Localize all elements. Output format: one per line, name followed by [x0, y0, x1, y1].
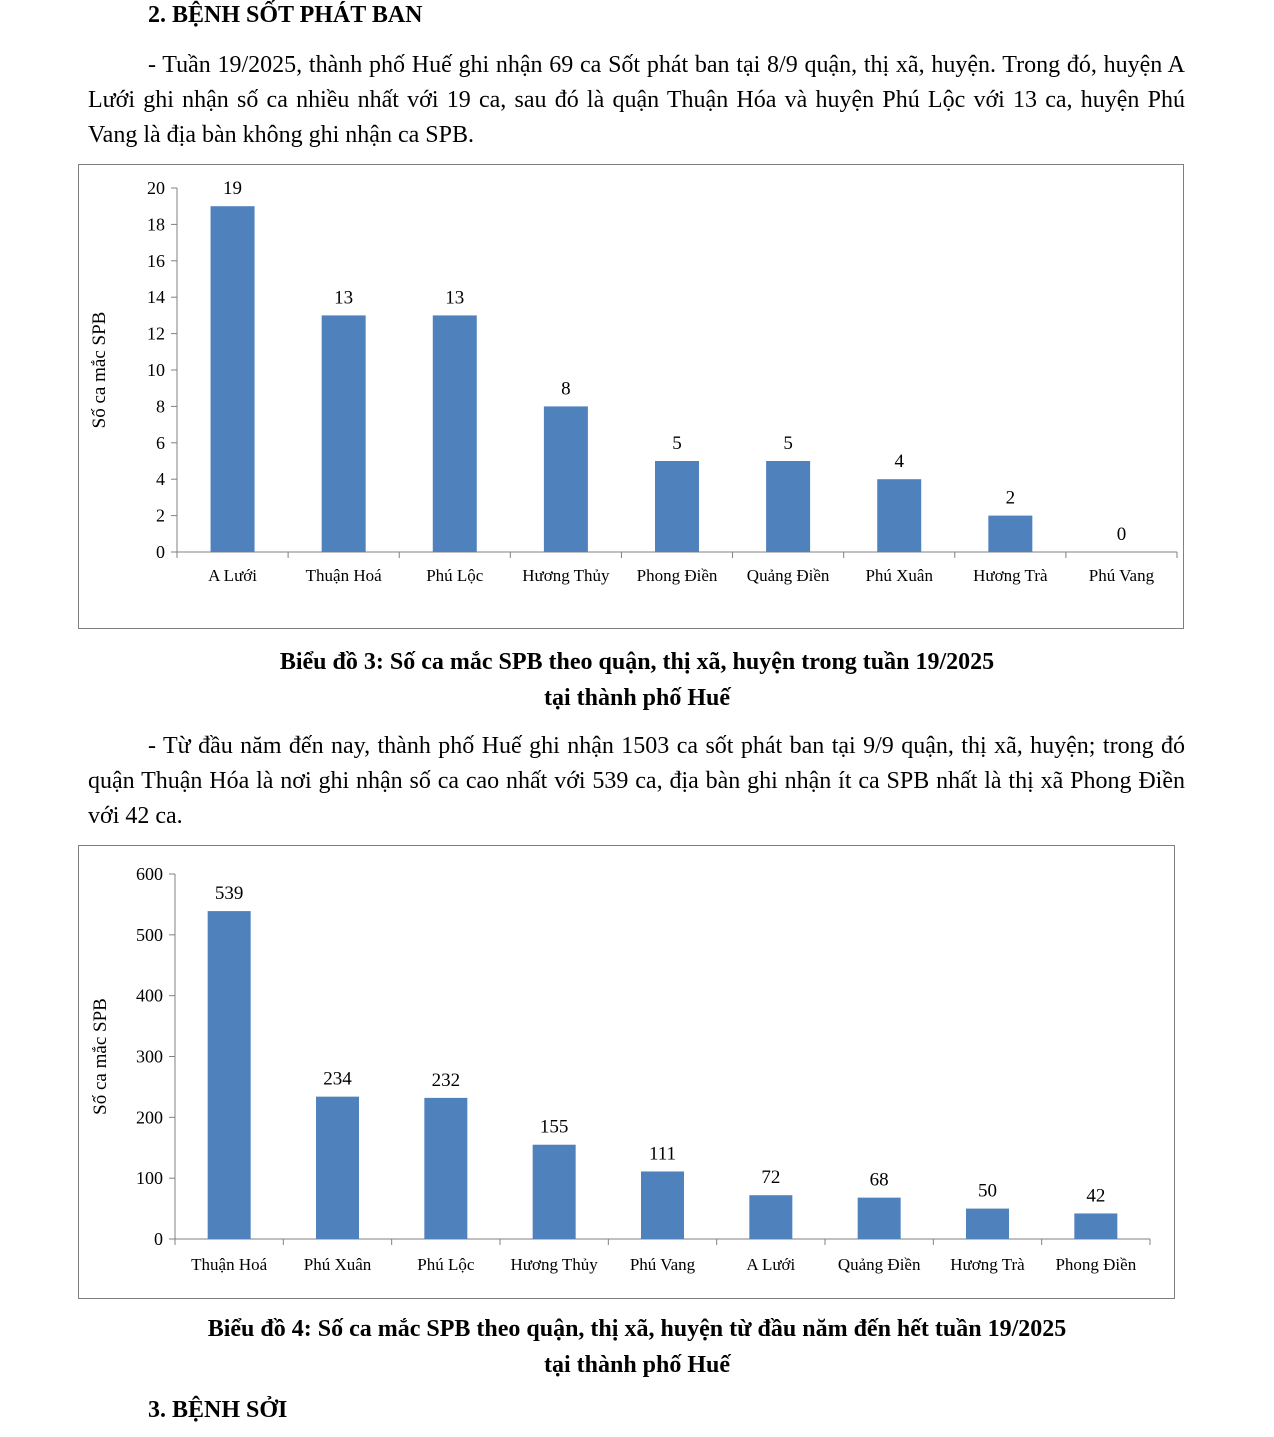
data-label: 539 — [214, 883, 244, 905]
x-tick-label: Phú Vang — [1088, 566, 1155, 585]
y-tick-label: 6 — [156, 432, 165, 453]
x-tick-label: Hương Trà — [950, 1255, 1025, 1274]
y-tick-label: 8 — [156, 396, 165, 417]
bar — [316, 1097, 359, 1239]
bar — [655, 461, 699, 552]
data-label: 5 — [783, 433, 793, 454]
data-label: 8 — [561, 378, 571, 400]
data-label: 155 — [539, 1116, 569, 1138]
data-label: 0 — [1116, 524, 1127, 545]
y-tick-label: 18 — [147, 214, 165, 235]
x-tick-label: Phong Điền — [636, 566, 718, 585]
y-tick-label: 0 — [154, 1229, 163, 1249]
y-tick-label: 500 — [136, 924, 163, 945]
bar — [424, 1098, 467, 1239]
bar — [211, 206, 255, 552]
bar — [766, 461, 810, 552]
y-tick-label: 4 — [156, 469, 165, 490]
y-tick-label: 400 — [136, 985, 163, 1006]
bar — [988, 516, 1032, 552]
data-label: 68 — [869, 1169, 889, 1191]
x-tick-label: Hương Thủy — [510, 1255, 598, 1274]
data-label: 111 — [648, 1143, 677, 1165]
y-tick-label: 14 — [147, 287, 165, 308]
chart-4-caption-line1: Biểu đồ 4: Số ca mắc SPB theo quận, thị xã, huyện từ đầu năm đến hết tuần 19/2025 — [207, 1316, 1067, 1342]
bar — [749, 1195, 792, 1239]
chart-3-frame — [78, 164, 1184, 629]
x-tick-label: Thuận Hoá — [191, 1255, 268, 1274]
x-tick-label: Hương Trà — [973, 566, 1048, 585]
x-tick-label: Quảng Điền — [837, 1255, 921, 1274]
x-tick-label: Phong Điền — [1055, 1255, 1137, 1274]
x-tick-label: Phú Lộc — [426, 566, 484, 585]
data-label: 234 — [323, 1068, 352, 1090]
bar — [641, 1171, 684, 1239]
bar — [858, 1198, 901, 1239]
chart-4 — [79, 846, 1174, 1298]
x-tick-label: A Lưới — [208, 566, 258, 585]
y-axis-label: Số ca mắc SPB — [90, 998, 111, 1115]
y-tick-label: 10 — [147, 360, 165, 380]
y-tick-label: 100 — [136, 1168, 163, 1189]
chart-3-caption-line1: Biểu đồ 3: Số ca mắc SPB theo quận, thị xã, huyện trong tuần 19/2025 — [279, 649, 995, 675]
paragraph-cumulative: - Từ đầu năm đến nay, thành phố Huế ghi nhận 1503 ca sốt phát ban tại 9/9 quận, thị xã, huyện; trong đó quận Thuận Hóa là nơi ghi nhận số ca cao nhất với 539 ca, địa bàn ghi nhận ít ca SPB nhất là thị xã Phong Điền với 42 ca. — [88, 733, 1185, 829]
y-tick-label: 0 — [156, 542, 165, 562]
x-tick-label: Thuận Hoá — [305, 566, 382, 585]
y-tick-label: 20 — [147, 178, 165, 198]
x-tick-label: Phú Lộc — [417, 1255, 475, 1274]
bar — [966, 1209, 1009, 1239]
data-label: 42 — [1086, 1185, 1106, 1207]
bar — [544, 406, 588, 552]
section-heading: 2. BỆNH SỐT PHÁT BAN — [148, 2, 423, 28]
data-label: 13 — [334, 287, 354, 309]
x-tick-label: A Lưới — [746, 1255, 796, 1274]
x-tick-label: Quảng Điền — [746, 566, 830, 585]
section-heading-measles: 3. BỆNH SỞI — [148, 1397, 288, 1423]
y-tick-label: 2 — [156, 505, 165, 526]
x-tick-label: Phú Vang — [629, 1255, 696, 1274]
y-tick-label: 200 — [136, 1107, 163, 1128]
y-tick-label: 12 — [147, 323, 165, 344]
data-label: 50 — [978, 1180, 997, 1202]
chart-3 — [79, 165, 1183, 628]
bar — [533, 1145, 576, 1239]
data-label: 13 — [445, 287, 465, 309]
x-tick-label: Phú Xuân — [303, 1255, 372, 1274]
chart-3-caption-line2: tại thành phố Huế — [543, 685, 731, 711]
data-label: 19 — [223, 178, 243, 200]
chart-4-frame — [78, 845, 1175, 1299]
x-tick-label: Phú Xuân — [865, 566, 933, 585]
chart-4-caption-line2: tại thành phố Huế — [543, 1352, 731, 1378]
y-axis-label: Số ca mắc SPB — [89, 311, 110, 429]
data-label: 72 — [761, 1167, 781, 1189]
bar — [877, 479, 921, 552]
y-tick-label: 300 — [136, 1046, 163, 1067]
bar — [433, 315, 477, 552]
x-tick-label: Hương Thủy — [522, 566, 610, 585]
bar — [1074, 1213, 1117, 1239]
bar — [208, 911, 251, 1239]
y-tick-label: 600 — [136, 864, 163, 884]
data-label: 232 — [431, 1069, 461, 1091]
y-tick-label: 16 — [147, 250, 165, 271]
data-label: 4 — [894, 451, 904, 473]
paragraph-weekly: - Tuần 19/2025, thành phố Huế ghi nhận 69 ca Sốt phát ban tại 8/9 quận, thị xã, huyện. Trong đó, huyện A Lưới ghi nhận số ca nhiều nhất với 19 ca, sau đó là quận Thuận Hóa và huyện Phú Lộc với 13 ca, huyện Phú Vang là địa bàn không ghi nhận ca SPB. — [88, 52, 1185, 148]
data-label: 5 — [672, 433, 682, 454]
bar — [322, 315, 366, 552]
data-label: 2 — [1005, 487, 1016, 509]
